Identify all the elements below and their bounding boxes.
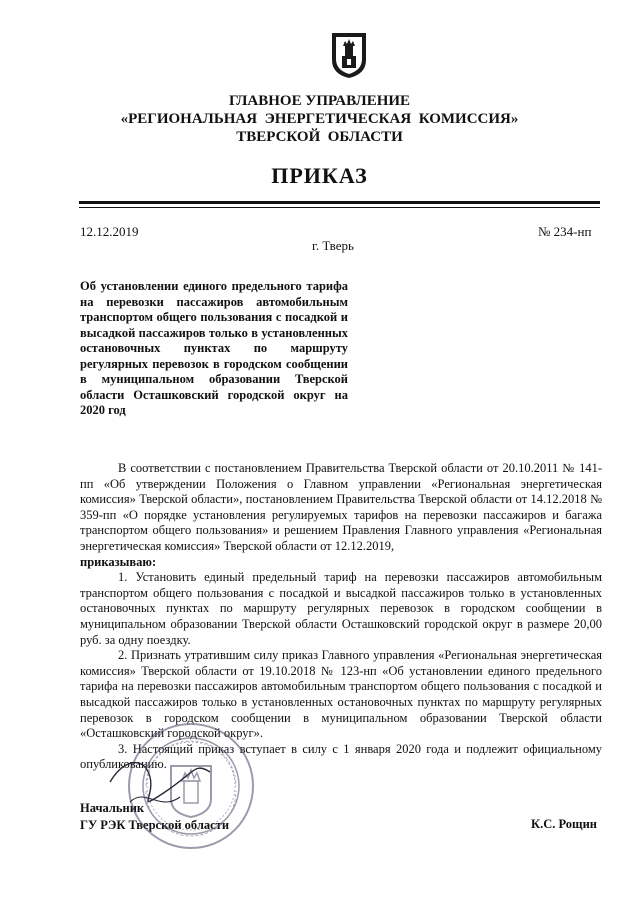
order-subject: Об установлении единого предельного тарифа на перевозки пассажиров автомобильным транспортом общего пользования с посадкой и высадкой пассажиров только в установленных остановочных пунктах по маршруту регулярных перевозок в городском сообщении в муниципальном образовании Тверской области Осташковский городской округ на 2020 год (80, 279, 348, 417)
coat-of-arms-icon (329, 30, 369, 80)
header-line-2: «РЕГИОНАЛЬНАЯ ЭНЕРГЕТИЧЕСКАЯ КОМИССИЯ» (120, 111, 519, 127)
order-word: приказываю: (80, 554, 157, 569)
handwritten-signature (105, 752, 215, 822)
order-number: № 234-нп (538, 224, 592, 239)
preamble-paragraph: В соответствии с постановлением Правительства Тверской области от 20.10.2011 № 141-пп «Об утверждении Положения о Главном управлении «Региональная энергетическая комиссия» Тверской области», постановлением Правительства Тверской области от 14.12.2018 № 359-пп «О порядке установления регулируемых тарифов на перевозки пассажиров и багажа транспортом общего пользования» и решением Правления Главного управления «Региональная энергетическая комиссия» Тверской области от 12.12.2019, (80, 461, 602, 553)
order-item-3: 3. Настоящий приказ вступает в силу с 1 января 2020 года и подлежит официальному опубликованию. (80, 741, 602, 772)
signatory-name: К.С. Рощин (531, 817, 597, 831)
header-rule-thin (79, 207, 600, 208)
order-item-1: 1. Установить единый предельный тариф на перевозки пассажиров автомобильным транспортом общего пользования с посадкой и высадкой пассажиров только в установленных остановочных пунктах по маршруту регулярных перевозок в городском сообщении в муниципальном образовании Тверской области Осташковский городской округ в размере 20,00 руб. за одну поездку. (80, 570, 602, 647)
header-line-3: ТВЕРСКОЙ ОБЛАСТИ (236, 129, 403, 145)
document-title: ПРИКАЗ (271, 163, 368, 188)
header-rule-thick (79, 201, 600, 204)
order-date: 12.12.2019 (80, 224, 139, 239)
position-line-1: Начальник (80, 801, 145, 815)
position-line-2: ГУ РЭК Тверской области (80, 818, 230, 832)
header-line-1: ГЛАВНОЕ УПРАВЛЕНИЕ (228, 93, 411, 109)
order-item-2: 2. Признать утратившим силу приказ Главного управления «Региональная энергетическая комиссия» Тверской области от 19.10.2018 № 123-нп «Об установлении единого предельного тарифа на перевозки пассажиров автомобильным транспортом общего пользования с посадкой и высадкой пассажиров только в установленных остановочных пунктах по маршруту регулярных перевозок в городском сообщении в муниципальном образовании Тверской области «Осташковский городской округ». (80, 648, 602, 741)
order-city: г. Тверь (312, 238, 354, 253)
